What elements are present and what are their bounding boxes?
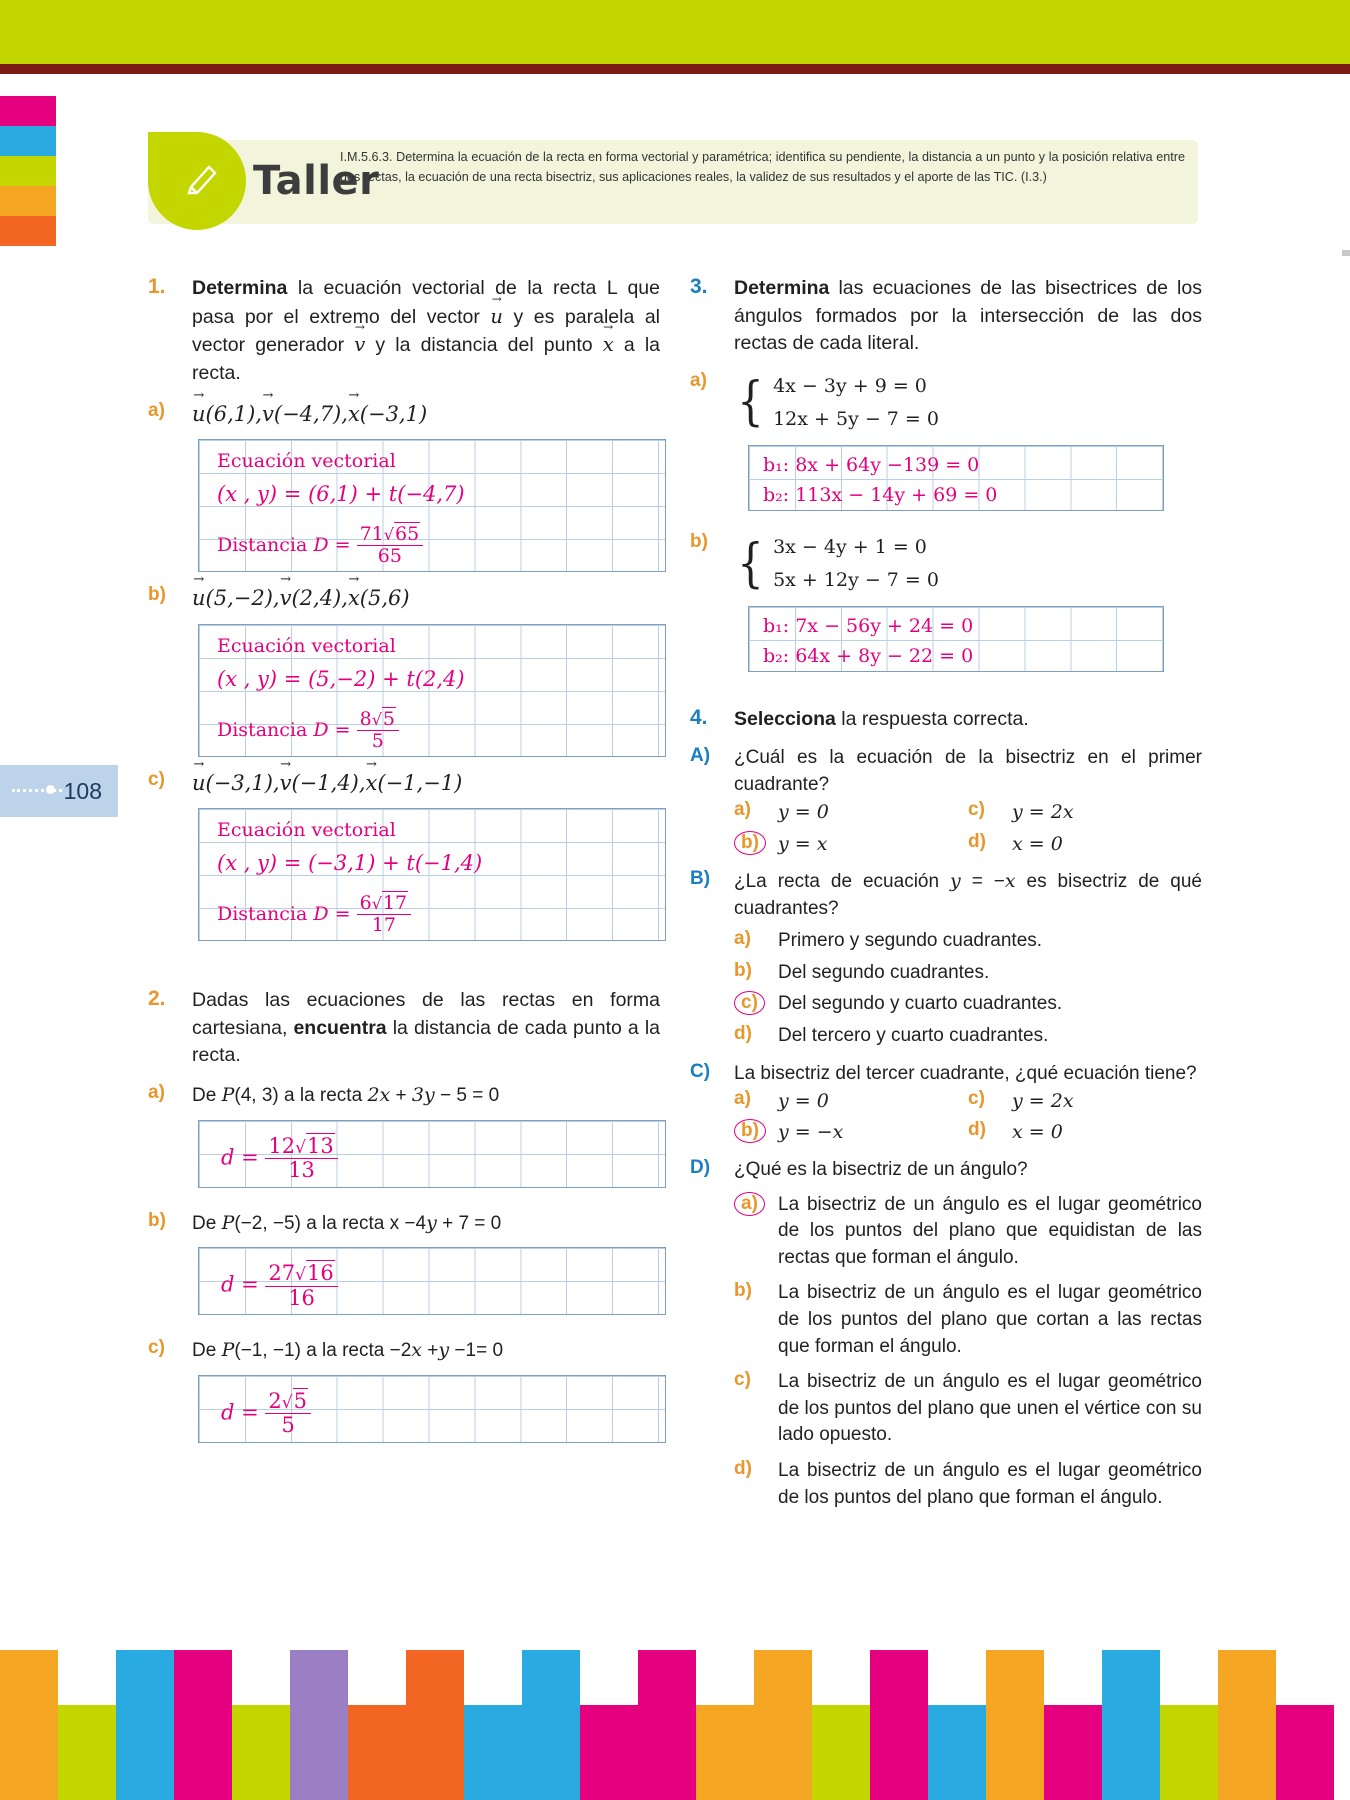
exercise-1-a-label: a) bbox=[148, 399, 165, 421]
exercise-2-text-c: la distancia de cada punto a la recta. bbox=[192, 1016, 660, 1067]
option-B-a-label[interactable]: a) bbox=[734, 928, 751, 950]
option-B-a-text[interactable]: Primero y segundo cuadrantes. bbox=[778, 930, 1043, 952]
option-B-b-text[interactable]: Del segundo cuadrantes. bbox=[778, 961, 990, 983]
option-A-b-text[interactable]: y = x bbox=[778, 832, 828, 855]
answer-1a-distance: Distancia D = $\frac{71√65}{65}$ bbox=[217, 524, 423, 568]
option-B-b-label[interactable]: b) bbox=[734, 959, 752, 981]
exercise-2-statement bbox=[192, 987, 660, 1070]
question-C-text: La bisectriz del tercer cuadrante, ¿qué ecuación tiene? bbox=[734, 1062, 1197, 1084]
right-edge-mark bbox=[1342, 250, 1350, 256]
exercise-1-item-a bbox=[148, 400, 660, 572]
option-C-b-label[interactable]: b) bbox=[734, 1119, 778, 1146]
option-D-d-text[interactable]: La bisectriz de un ángulo es el lugar geométrico de los puntos del plano que forman el ángulo. bbox=[778, 1460, 1202, 1508]
option-A-a-label[interactable]: a) bbox=[734, 799, 751, 821]
page-number-tab bbox=[0, 765, 118, 817]
answer-grid-2c[interactable] bbox=[198, 1375, 666, 1443]
left-color-chips bbox=[0, 96, 56, 246]
question-C bbox=[690, 1061, 1202, 1088]
option-D-a-text[interactable]: La bisectriz de un ángulo es el lugar geométrico de los puntos del plano que equidistan de las rectas que forman el ángulo. bbox=[778, 1193, 1202, 1268]
exercise-4-lead: Selecciona bbox=[734, 708, 836, 731]
exercise-2-lead: encuentra bbox=[293, 1016, 387, 1039]
exercise-2-number: 2. bbox=[148, 986, 166, 1010]
exercise-3-a-eq2: 12x + 5y − 7 = 0 bbox=[773, 407, 939, 430]
question-C-options bbox=[734, 1088, 1202, 1146]
option-A-d-label[interactable]: d) bbox=[968, 830, 986, 852]
exercise-3-b-eq1: 3x − 4y + 1 = 0 bbox=[773, 536, 927, 559]
answer-grid-2b[interactable] bbox=[198, 1247, 666, 1315]
left-column bbox=[148, 275, 660, 1443]
taller-title: Taller bbox=[253, 158, 380, 204]
question-A bbox=[690, 745, 1202, 799]
exercise-3-a-eq1: 4x − 3y + 9 = 0 bbox=[773, 375, 927, 398]
option-D-c-label[interactable]: c) bbox=[734, 1369, 751, 1391]
answer-3a-b2: b₂: 113x − 14y + 69 = 0 bbox=[763, 484, 998, 507]
exercise-2-a-statement: De P(4, 3) a la recta 2x + 3y − 5 = 0 bbox=[192, 1083, 500, 1106]
exercise-2-c-statement: De P(−1, −1) a la recta −2x +y −1= 0 bbox=[192, 1339, 504, 1362]
standard-text: I.M.5.6.3. Determina la ecuación de la recta en forma vectorial y paramétrica; identifica su pendiente, la distancia a un punto y la posición relativa entre dos rectas, la ecuación de una recta bisectriz, sus aplicaciones reales, la validez de sus resultados y el aporte de las TIC. (I.3.) bbox=[340, 150, 1185, 185]
question-B-label: B) bbox=[690, 868, 711, 890]
question-B-text: ¿La recta de ecuación y = −x es bisectriz de qué cuadrantes? bbox=[734, 870, 1202, 920]
option-D-b-text[interactable]: La bisectriz de un ángulo es el lugar geométrico de los puntos del plano que cortan a las rectas que forman el ángulo. bbox=[778, 1282, 1202, 1357]
option-A-c-label[interactable]: c) bbox=[968, 799, 985, 821]
exercise-3-statement bbox=[734, 275, 1202, 358]
question-B-options bbox=[734, 928, 1202, 1049]
exercise-3-b-eq2: 5x + 12y − 7 = 0 bbox=[773, 568, 939, 591]
option-C-d-text[interactable]: x = 0 bbox=[1012, 1121, 1063, 1144]
exercise-3-number: 3. bbox=[690, 275, 708, 298]
exercise-3 bbox=[690, 275, 1202, 358]
exercise-2-item-b bbox=[148, 1210, 660, 1316]
question-A-text: ¿Cuál es la ecuación de la bisectriz en el primer cuadrante? bbox=[734, 747, 1202, 796]
exercise-1-a-given: u →(6,1),v →(−4,7),x →(−3,1) bbox=[192, 400, 666, 429]
answer-grid-3a[interactable] bbox=[748, 445, 1164, 511]
option-A-d-text[interactable]: x = 0 bbox=[1012, 832, 1063, 855]
answer-grid-3b[interactable] bbox=[748, 606, 1164, 672]
exercise-2-b-label: b) bbox=[148, 1209, 166, 1231]
answer-2b: d = $\frac{27√16}{16}$ bbox=[221, 1262, 338, 1310]
option-C-c-text[interactable]: y = 2x bbox=[1012, 1089, 1074, 1112]
exercise-2 bbox=[148, 987, 660, 1070]
option-D-b-label[interactable]: b) bbox=[734, 1280, 752, 1302]
exercise-2-text-a: Dadas las ecuaciones de las rectas en forma cartesiana, bbox=[192, 988, 660, 1039]
option-B-c-text[interactable]: Del segundo y cuarto cuadrantes. bbox=[778, 993, 1063, 1015]
exercise-1-statement: Determina la ecuación vectorial de la recta L que pasa por el extremo del vector u → y es paralela al vector generador v → y la distancia del punto x → a la recta. bbox=[192, 275, 660, 388]
exercise-1-c-given: u →(−3,1),v →(−1,4),x →(−1,−1) bbox=[192, 769, 666, 798]
page-number: 108 bbox=[63, 777, 102, 804]
answer-1a-vector-eq: (x , y) = (6,1) + t(−4,7) bbox=[217, 482, 465, 507]
question-D-label: D) bbox=[690, 1156, 711, 1178]
answer-grid-1c[interactable] bbox=[198, 808, 666, 941]
answer-1c-header: Ecuación vectorial bbox=[217, 818, 396, 841]
answer-1b-distance: Distancia D = $\frac{8√5}{5}$ bbox=[217, 709, 399, 753]
option-D-d-label[interactable]: d) bbox=[734, 1458, 752, 1480]
exercise-1 bbox=[148, 275, 660, 388]
question-A-label: A) bbox=[690, 745, 711, 767]
exercise-1-lead: Determina bbox=[192, 277, 288, 299]
exercise-2-b-statement: De P(−2, −5) a la recta x −4y + 7 = 0 bbox=[192, 1211, 502, 1234]
answer-2c: d = $\frac{2√5}{5}$ bbox=[221, 1390, 311, 1438]
answer-grid-1a[interactable] bbox=[198, 439, 666, 572]
exercise-3-a-system: { 4x − 3y + 9 = 0 12x + 5y − 7 = 0 bbox=[734, 370, 1202, 435]
exercise-2-a-label: a) bbox=[148, 1081, 165, 1103]
exercise-3-item-b bbox=[690, 531, 1202, 672]
top-green-band bbox=[0, 0, 1350, 64]
pencil-icon bbox=[185, 163, 219, 199]
question-C-label: C) bbox=[690, 1060, 711, 1082]
answer-3a-b1: b₁: 8x + 64y −139 = 0 bbox=[763, 454, 980, 477]
exercise-2-item-c bbox=[148, 1337, 660, 1443]
option-A-b-label[interactable]: b) bbox=[734, 831, 778, 858]
question-D-options bbox=[734, 1192, 1202, 1512]
answer-1c-vector-eq: (x , y) = (−3,1) + t(−1,4) bbox=[217, 850, 483, 875]
option-D-a-label[interactable]: a) bbox=[734, 1192, 778, 1272]
option-D-c-text[interactable]: La bisectriz de un ángulo es el lugar geométrico de los puntos del plano que unen el vértice con su lado opuesto. bbox=[778, 1371, 1202, 1446]
exercise-4 bbox=[690, 706, 1202, 734]
exercise-1-c-label: c) bbox=[148, 768, 165, 790]
exercise-1-b-given: u →(5,−2),v →(2,4),x →(5,6) bbox=[192, 584, 666, 613]
option-A-c-text[interactable]: y = 2x bbox=[1012, 801, 1074, 824]
exercise-3-text: las ecuaciones de las bisectrices de los ángulos formados por la intersección de las dos rectas de cada literal. bbox=[734, 277, 1202, 355]
option-C-d-label[interactable]: d) bbox=[968, 1119, 986, 1141]
right-column bbox=[690, 275, 1202, 1511]
option-C-b-text[interactable]: y = −x bbox=[778, 1121, 844, 1144]
exercise-3-lead: Determina bbox=[734, 277, 830, 299]
option-B-c-label[interactable]: c) bbox=[734, 991, 778, 1018]
answer-3b-b1: b₁: 7x − 56y + 24 = 0 bbox=[763, 615, 974, 638]
top-dark-rule bbox=[0, 64, 1350, 74]
exercise-3-a-label: a) bbox=[690, 370, 707, 392]
question-D bbox=[690, 1157, 1202, 1184]
option-A-a-text[interactable]: y = 0 bbox=[778, 801, 829, 824]
exercise-3-item-a bbox=[690, 370, 1202, 511]
answer-1b-header: Ecuación vectorial bbox=[217, 634, 396, 657]
exercise-3-b-system: { 3x − 4y + 1 = 0 5x + 12y − 7 = 0 bbox=[734, 531, 1202, 596]
option-B-d-text[interactable]: Del tercero y cuarto cuadrantes. bbox=[778, 1024, 1049, 1046]
exercise-3-b-label: b) bbox=[690, 531, 708, 553]
exercise-1-item-b bbox=[148, 584, 660, 756]
exercise-4-statement bbox=[734, 706, 1202, 734]
exercise-2-item-a bbox=[148, 1082, 660, 1188]
option-C-c-label[interactable]: c) bbox=[968, 1087, 985, 1109]
bottom-color-strip bbox=[0, 1650, 1350, 1800]
exercise-1-b-label: b) bbox=[148, 584, 166, 606]
answer-grid-2a[interactable] bbox=[198, 1120, 666, 1188]
answer-2a: d = $\frac{12√13}{13}$ bbox=[221, 1135, 338, 1183]
answer-1c-distance: Distancia D = $\frac{6√17}{17}$ bbox=[217, 893, 411, 937]
exercise-1-number: 1. bbox=[148, 275, 166, 298]
exercise-4-text: la respuesta correcta. bbox=[835, 708, 1029, 731]
question-D-text: ¿Qué es la bisectriz de un ángulo? bbox=[734, 1158, 1028, 1180]
exercise-4-number: 4. bbox=[690, 706, 708, 730]
answer-grid-1b[interactable] bbox=[198, 624, 666, 757]
question-A-options bbox=[734, 799, 1202, 857]
option-C-a-text[interactable]: y = 0 bbox=[778, 1089, 829, 1112]
answer-1b-vector-eq: (x , y) = (5,−2) + t(2,4) bbox=[217, 666, 465, 691]
exercise-1-item-c bbox=[148, 769, 660, 941]
option-B-d-label[interactable]: d) bbox=[734, 1022, 752, 1044]
answer-1a-header: Ecuación vectorial bbox=[217, 450, 396, 473]
question-B bbox=[690, 868, 1202, 923]
exercise-2-c-label: c) bbox=[148, 1337, 165, 1359]
answer-3b-b2: b₂: 64x + 8y − 22 = 0 bbox=[763, 645, 974, 668]
option-C-a-label[interactable]: a) bbox=[734, 1087, 751, 1109]
